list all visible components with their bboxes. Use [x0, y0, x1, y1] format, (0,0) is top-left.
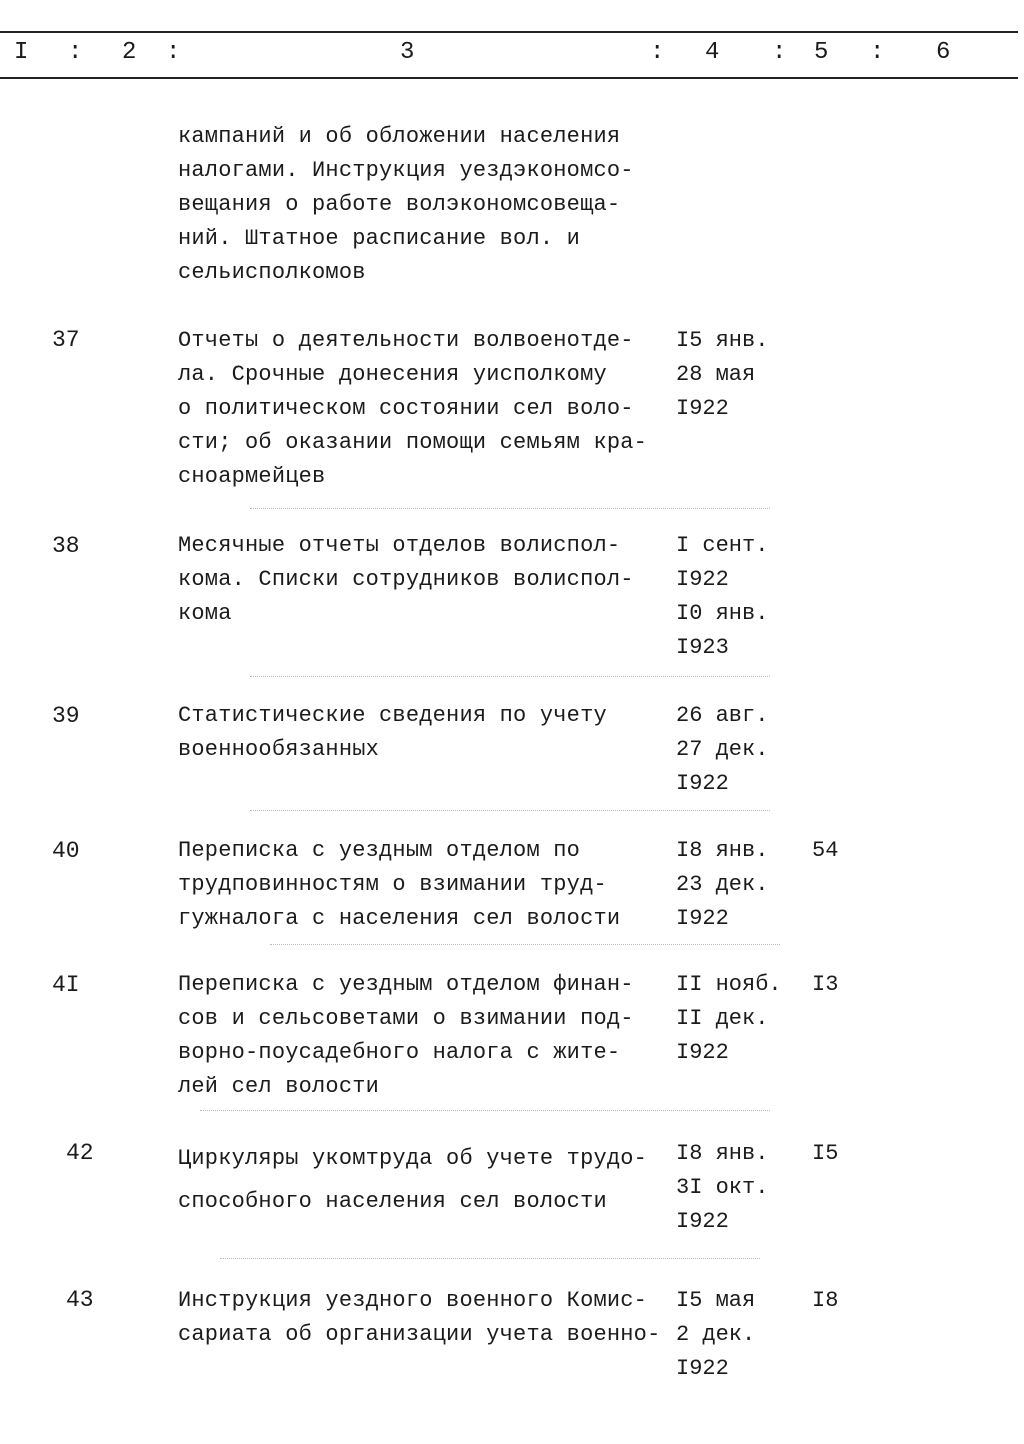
description-line: сноармейцев — [178, 464, 326, 489]
header-colon: : — [166, 39, 181, 66]
entry-dates — [676, 834, 768, 936]
header-col-3: 3 — [400, 39, 415, 66]
date-line: 2 дек. — [676, 1322, 756, 1347]
date-line: I5 мая — [676, 1288, 756, 1313]
description-line: лей сел волости — [178, 1074, 380, 1099]
description-line: налогами. Инструкция уездэкономсо- — [178, 158, 634, 183]
description-line: ла. Срочные донесения уисполкому — [178, 362, 607, 387]
description-line: ворно-поусадебного налога с жите- — [178, 1040, 621, 1065]
entry-description — [178, 1284, 668, 1352]
date-line: I922 — [676, 1356, 729, 1381]
header-top-rule — [0, 31, 1018, 33]
date-line: I сент. — [676, 533, 769, 558]
description-line: сельисполкомов — [178, 260, 366, 285]
header-col-2: 2 — [122, 39, 137, 66]
date-line: 28 мая — [676, 362, 756, 387]
description-line: сти; об оказании помощи семьям кра- — [178, 430, 648, 455]
description-line: Циркуляры укомтруда об учете трудо- — [178, 1146, 648, 1171]
entry-number: 4I — [52, 972, 80, 998]
entry-sheet-count: I8 — [812, 1288, 839, 1313]
date-line: I8 янв. — [676, 1141, 769, 1166]
description-line: о политическом состоянии сел воло- — [178, 396, 634, 421]
description-line: Переписка с уездным отделом по — [178, 838, 581, 863]
date-line: I922 — [676, 1209, 729, 1234]
date-line: I922 — [676, 1040, 729, 1065]
entry-separator — [270, 944, 780, 945]
entry-number: 43 — [66, 1287, 94, 1313]
description-line: трудповинностям о взимании труд- — [178, 872, 607, 897]
date-line: 23 дек. — [676, 872, 769, 897]
entry-dates — [676, 1137, 768, 1239]
entry-separator — [250, 676, 770, 677]
entry-dates — [676, 529, 768, 665]
description-line: Инструкция уездного военного Комис- — [178, 1288, 648, 1313]
header-col-6: 6 — [936, 39, 951, 66]
header-col-4: 4 — [705, 39, 720, 66]
date-line: I8 янв. — [676, 838, 769, 863]
date-line: II дек. — [676, 1006, 769, 1031]
header-colon: : — [772, 39, 787, 66]
entry-dates — [676, 968, 782, 1070]
entry-sheet-count: 54 — [812, 838, 839, 863]
entry-description — [178, 120, 668, 290]
description-line: Отчеты о деятельности волвоенотде- — [178, 328, 634, 353]
description-line: кампаний и об обложении населения — [178, 124, 621, 149]
date-line: I922 — [676, 396, 729, 421]
description-line: гужналога с населения сел волости — [178, 906, 621, 931]
description-line: Месячные отчеты отделов волиспол- — [178, 533, 621, 558]
entry-separator — [220, 1258, 760, 1259]
header-col-5: 5 — [814, 39, 829, 66]
date-line: I0 янв. — [676, 601, 769, 626]
entry-separator — [250, 508, 770, 509]
header-col-1: I — [14, 39, 29, 66]
entry-number: 40 — [52, 838, 80, 864]
description-line: кома. Списки сотрудников волиспол- — [178, 567, 634, 592]
entry-number: 42 — [66, 1140, 94, 1166]
header-colon: : — [870, 39, 885, 66]
date-line: I922 — [676, 906, 729, 931]
entry-description — [178, 1137, 668, 1223]
header-colon: : — [68, 39, 83, 66]
entry-number: 37 — [52, 327, 80, 353]
description-line: ний. Штатное расписание вол. и — [178, 226, 581, 251]
entry-description — [178, 699, 668, 767]
entry-dates — [676, 699, 768, 801]
date-line: II нояб. — [676, 972, 782, 997]
entry-dates — [676, 1284, 755, 1386]
entry-sheet-count: I3 — [812, 972, 839, 997]
description-line: Статистические сведения по учету — [178, 703, 607, 728]
description-line: сариата об организации учета военно- — [178, 1322, 661, 1347]
header-colon: : — [650, 39, 665, 66]
description-line: способного населения сел волости — [178, 1189, 607, 1214]
entry-description — [178, 968, 668, 1104]
entry-separator — [200, 1110, 770, 1111]
description-line: кома — [178, 601, 232, 626]
entry-sheet-count: I5 — [812, 1141, 839, 1166]
date-line: I922 — [676, 567, 729, 592]
entry-description — [178, 529, 668, 631]
entry-description — [178, 324, 668, 494]
description-line: сов и сельсоветами о взимании под- — [178, 1006, 634, 1031]
description-line: военнообязанных — [178, 737, 380, 762]
date-line: 26 авг. — [676, 703, 769, 728]
date-line: I923 — [676, 635, 729, 660]
date-line: I922 — [676, 771, 729, 796]
entry-number: 39 — [52, 703, 80, 729]
description-line: Переписка с уездным отделом финан- — [178, 972, 634, 997]
date-line: 3I окт. — [676, 1175, 769, 1200]
date-line: I5 янв. — [676, 328, 769, 353]
description-line: вещания о работе волэкономсовеща- — [178, 192, 621, 217]
entry-dates — [676, 324, 768, 426]
date-line: 27 дек. — [676, 737, 769, 762]
entry-number: 38 — [52, 533, 80, 559]
entry-description — [178, 834, 668, 936]
header-bottom-rule — [0, 77, 1018, 79]
entry-separator — [250, 810, 770, 811]
